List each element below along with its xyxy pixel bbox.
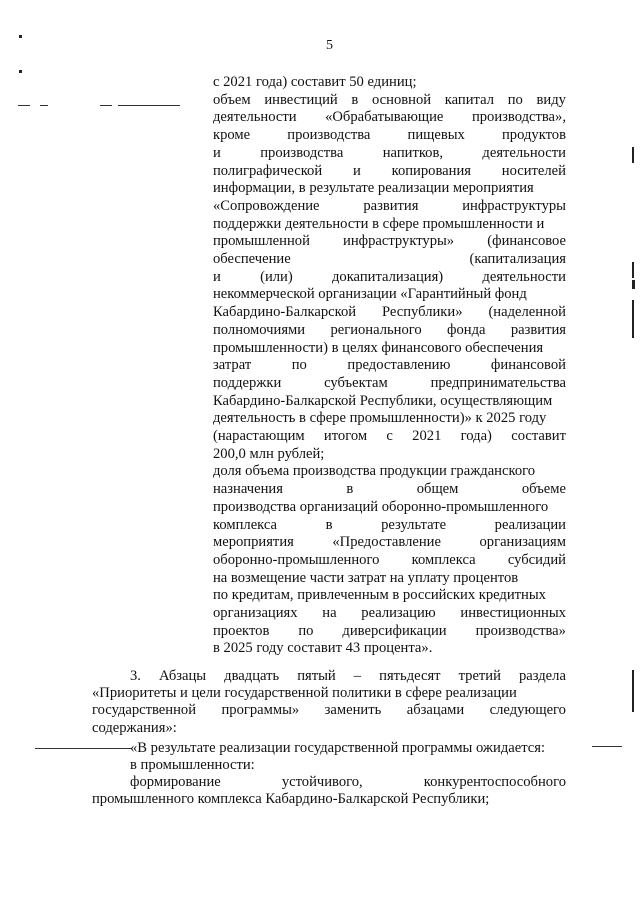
scan-mark: [632, 280, 635, 289]
new-text-formation: [130, 774, 566, 790]
word: Кабардино-Балкарской Республики, осуществляющим: [213, 392, 553, 409]
word: по: [507, 91, 523, 108]
word: виду: [536, 91, 566, 108]
word: объем: [213, 91, 251, 108]
word: мероприятия: [213, 534, 294, 551]
word: на: [322, 605, 337, 621]
word: содержания»:: [92, 720, 177, 736]
word: оборонно-промышленного: [213, 551, 380, 568]
word: в: [346, 481, 354, 498]
word: (нарастающим: [213, 428, 305, 444]
word: предпринимательства: [430, 374, 566, 391]
text-line: [213, 623, 566, 639]
word: копирования: [391, 162, 471, 179]
word: по: [298, 622, 314, 639]
margin-dash: [40, 105, 48, 106]
new-text-industry: в промышленности:: [130, 757, 255, 773]
word: реализации: [494, 516, 566, 533]
word: следующего: [489, 702, 566, 718]
strike-line-left: [35, 748, 131, 749]
text-line: [213, 145, 566, 161]
word: и: [213, 144, 221, 161]
word: Кабардино-Балкарской: [213, 304, 357, 321]
text-line: [213, 640, 566, 656]
word: промышленной: [213, 233, 310, 250]
word: предоставлению: [347, 357, 451, 374]
scan-mark: [632, 147, 634, 163]
word: в 2025 году составит 43 процента».: [213, 640, 433, 657]
word: обеспечение: [213, 251, 291, 267]
word: инвестиций: [264, 91, 338, 108]
word: и: [352, 162, 361, 179]
word: деятельности: [482, 268, 566, 285]
word: деятельности: [213, 109, 297, 126]
word: производства»,: [471, 109, 566, 126]
text-line: [213, 446, 566, 462]
new-text-complex: промышленного комплекса Кабардино-Балкарской Республики;: [92, 791, 490, 807]
text-line: [213, 269, 566, 285]
word: кроме: [213, 127, 251, 144]
word: результате: [381, 516, 447, 533]
text-line: [213, 322, 566, 338]
text-line: [213, 357, 566, 373]
word: объеме: [521, 481, 566, 498]
word: итогом: [323, 428, 368, 444]
word: инвестиционных: [460, 605, 566, 621]
word: по: [291, 357, 307, 374]
text-line: [213, 233, 566, 249]
word: производства»: [475, 622, 566, 639]
word: пятый: [297, 668, 336, 684]
word: поддержки деятельности в сфере промышленности и: [213, 215, 545, 232]
word: года): [460, 428, 492, 444]
margin-dash: [18, 105, 30, 106]
word: «Сопровождение: [213, 197, 320, 214]
text-line: [92, 702, 566, 718]
word: организациям: [479, 534, 566, 551]
word: развития: [363, 197, 419, 214]
word: с: [386, 428, 393, 444]
strike-line-right: [592, 746, 622, 747]
word: государственной: [92, 702, 197, 718]
word: пятьдесят: [379, 668, 441, 684]
scan-mark: [19, 35, 22, 38]
text-line: [213, 481, 566, 497]
text-line: [92, 685, 566, 701]
text-line: [213, 410, 566, 426]
word: 200,0 млн рублей;: [213, 445, 325, 462]
word: Республики»: [382, 304, 463, 321]
word: производства: [260, 144, 344, 161]
word: проектов: [213, 622, 270, 639]
text-line: [213, 393, 566, 409]
word: носителей: [501, 162, 566, 179]
text-line: [213, 375, 566, 391]
word: инфраструктуры: [462, 197, 566, 214]
scan-mark: [19, 70, 22, 73]
text-line: [213, 570, 566, 586]
word: назначения: [213, 481, 283, 498]
word: «Приоритеты и цели государственной политики в сфере реализации: [92, 685, 517, 701]
word: промышленности) в целях финансового обеспечения: [213, 339, 544, 356]
text-line: [213, 198, 566, 214]
text-line: [213, 605, 566, 621]
word: с 2021 года) составит 50 единиц;: [213, 74, 417, 90]
word: пищевых: [407, 127, 465, 144]
word: (финансовое: [487, 233, 566, 250]
text-line: [213, 304, 566, 320]
text-line: [213, 340, 566, 356]
word: (или): [260, 268, 293, 285]
text-line: [213, 74, 566, 90]
new-text-intro: «В результате реализации государственной программы ожидается:: [130, 740, 546, 756]
text-line: [213, 251, 566, 267]
word: развития: [510, 321, 566, 338]
word: организациях: [213, 605, 298, 621]
word: по кредитам, привлеченным в российских кредитных: [213, 587, 546, 604]
word: формирование: [130, 774, 221, 790]
word: производства: [287, 127, 371, 144]
word: субсидий: [507, 551, 566, 568]
margin-dash: [118, 105, 180, 106]
word: некоммерческой организации «Гарантийный фонд: [213, 286, 527, 303]
word: конкурентоспособного: [423, 774, 566, 790]
word: комплекса: [213, 516, 278, 533]
text-line: [213, 109, 566, 125]
word: поддержки: [213, 374, 282, 391]
word: инфраструктуры»: [343, 233, 455, 250]
text-line: [213, 180, 566, 196]
word: общем: [416, 481, 459, 498]
word: капитал: [444, 91, 494, 108]
scan-mark: [632, 262, 634, 278]
word: устойчивого,: [281, 774, 363, 790]
word: диверсификации: [342, 622, 447, 639]
word: «Предоставление: [332, 534, 441, 551]
text-line: [213, 517, 566, 533]
word: деятельности: [482, 144, 566, 161]
text-line: [213, 534, 566, 550]
word: полиграфической: [213, 162, 323, 179]
word: «Обрабатывающие: [325, 109, 444, 126]
word: раздела: [518, 668, 566, 684]
scan-mark: [632, 300, 634, 338]
word: полномочиями: [213, 321, 306, 338]
word: деятельность в сфере промышленности)» к 2025 году: [213, 410, 547, 427]
word: напитков,: [382, 144, 444, 161]
word: комплекса: [411, 551, 476, 568]
text-line: [213, 163, 566, 179]
word: в: [325, 516, 333, 533]
word: затрат: [213, 357, 252, 374]
word: на возмещение части затрат на уплату процентов: [213, 569, 519, 586]
word: (капитализация: [469, 251, 566, 267]
word: в: [351, 91, 359, 108]
text-line: [213, 92, 566, 108]
word: и: [213, 268, 221, 285]
word: программы»: [221, 702, 300, 718]
word: докапитализация): [331, 268, 444, 285]
margin-dash: [100, 105, 112, 106]
text-line: [213, 552, 566, 568]
text-line: [213, 216, 566, 232]
word: абзацами: [406, 702, 465, 718]
word: –: [353, 668, 362, 684]
word: Абзацы: [159, 668, 207, 684]
scan-mark: [632, 670, 634, 712]
text-line: [213, 499, 566, 515]
word: (наделенной: [488, 304, 566, 321]
text-line: [213, 127, 566, 143]
word: регионального: [330, 321, 422, 338]
page-number: 5: [326, 38, 333, 53]
word: 3.: [130, 668, 141, 684]
word: заменить: [324, 702, 382, 718]
word: 2021: [412, 428, 442, 444]
word: реализацию: [361, 605, 436, 621]
word: продуктов: [501, 127, 566, 144]
text-line: [213, 428, 566, 444]
text-line: [213, 587, 566, 603]
text-line: [92, 720, 566, 736]
word: третий: [458, 668, 501, 684]
word: составит: [511, 428, 566, 444]
word: доля объема производства продукции гражданского: [213, 463, 536, 480]
text-line: [130, 668, 566, 684]
word: субъектам: [324, 374, 388, 391]
word: фонда: [447, 321, 486, 338]
word: двадцать: [224, 668, 280, 684]
word: производства организаций оборонно-промышленного: [213, 498, 549, 515]
word: финансовой: [490, 357, 566, 374]
word: информации, в результате реализации мероприятия: [213, 180, 534, 197]
word: основной: [372, 91, 432, 108]
text-line: [213, 463, 566, 479]
text-line: [213, 286, 566, 302]
